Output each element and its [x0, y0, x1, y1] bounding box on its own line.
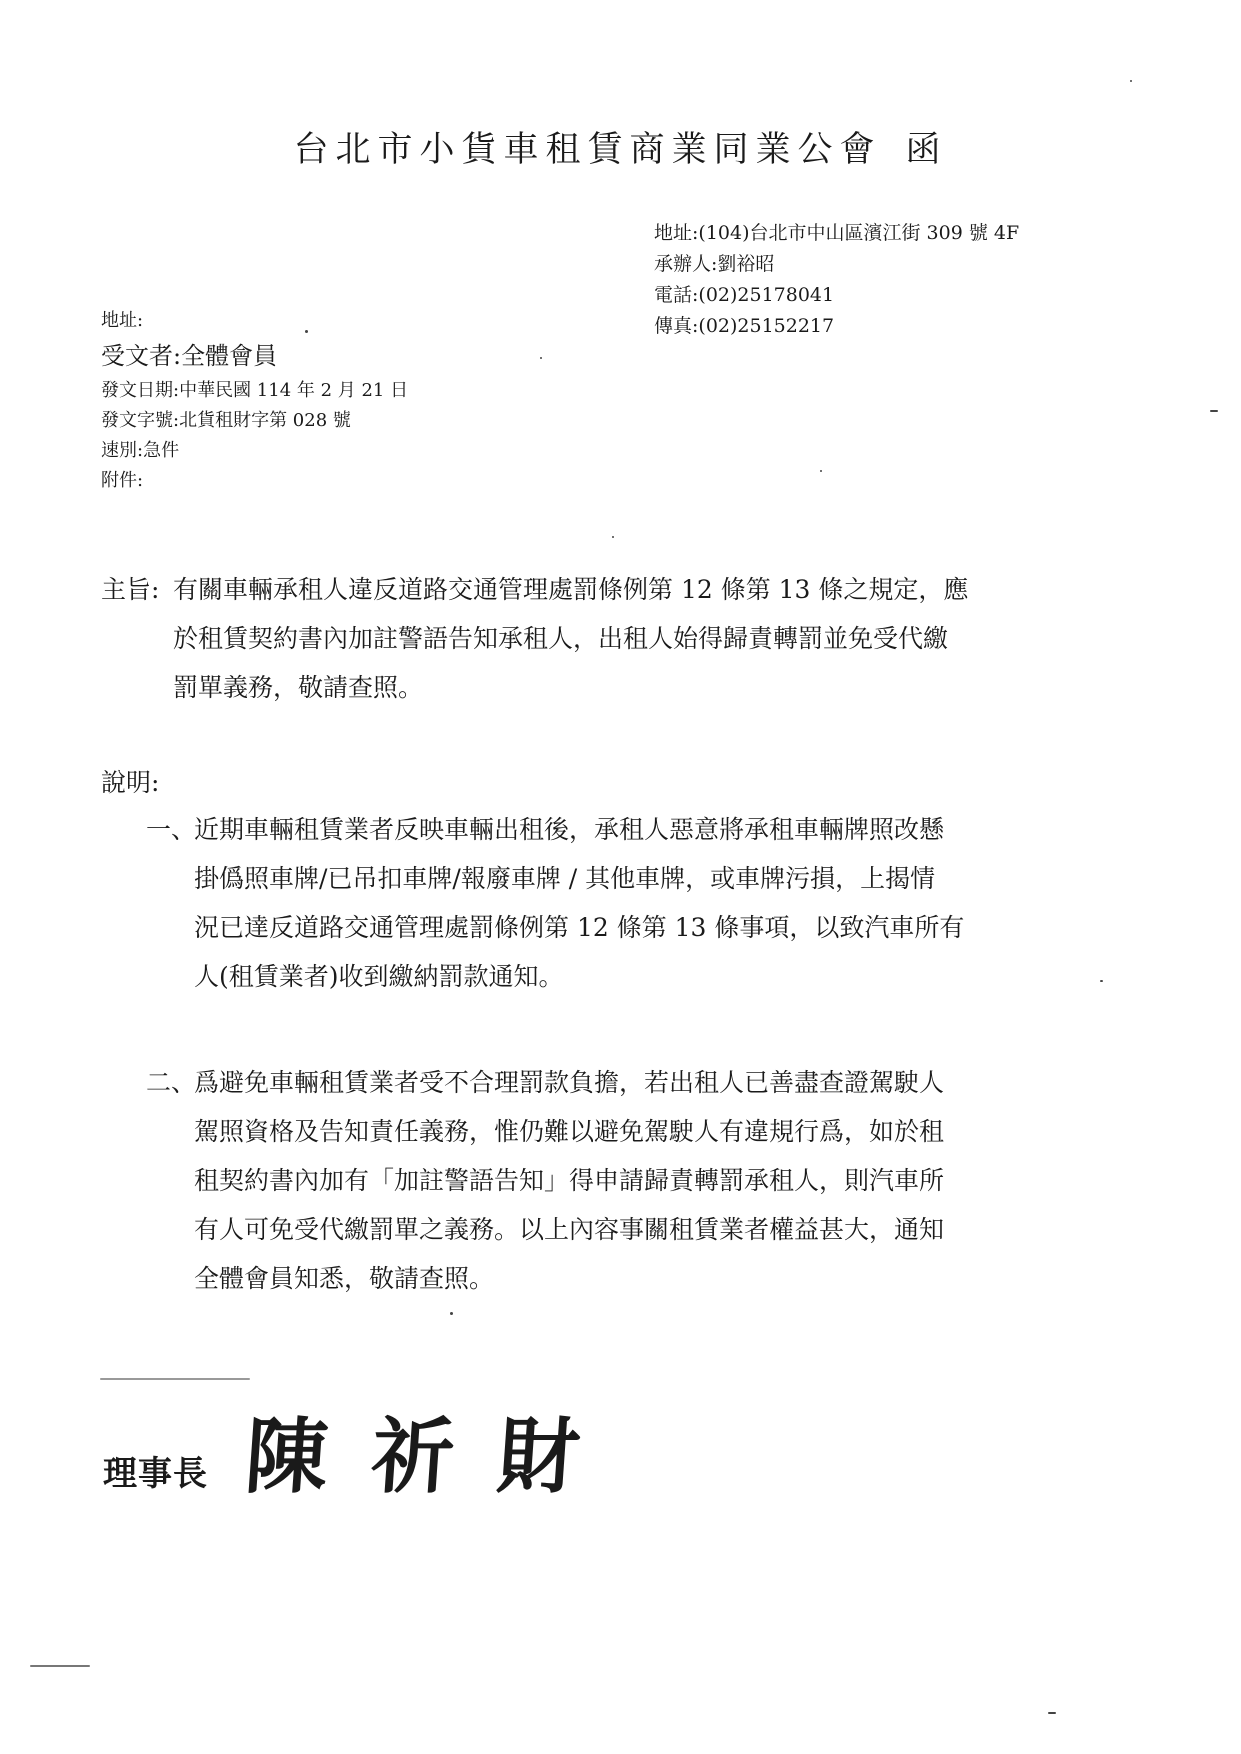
item-number: 一、 — [146, 815, 197, 844]
sender-block — [654, 218, 1019, 342]
item-number: 二、 — [146, 1068, 197, 1097]
issue-date: 發文日期:中華民國 114 年 2 月 21 日 — [101, 380, 409, 401]
reference-number: 發文字號:北貨租財字第 028 號 — [101, 410, 351, 431]
recipient-address: 地址: — [101, 310, 144, 331]
explanation-item-2 — [146, 1058, 1121, 1303]
subject-line: 罰單義務，敬請查照。 — [173, 673, 424, 702]
explanation-heading: 說明: — [101, 768, 160, 797]
scan-speck — [450, 1312, 453, 1315]
scan-speck — [100, 1378, 250, 1380]
recipient-block — [101, 306, 408, 496]
subject-label: 主旨: — [101, 575, 160, 604]
scan-speck — [820, 470, 822, 472]
item-line: 況已達反道路交通管理處罰條例第 12 條第 13 條事項，以致汽車所有 — [194, 913, 965, 942]
doc-type: 函 — [905, 130, 948, 170]
subject-line: 於租賃契約書內加註警語告知承租人，出租人始得歸責轉罰並免受代繳 — [173, 624, 949, 653]
item-line: 人(租賃業者)收到繳納罰款通知。 — [194, 962, 564, 991]
org-name: 台北市小貨車租賃商業同業公會 — [293, 130, 882, 170]
subject-line: 有關車輛承租人違反道路交通管理處罰條例第 12 條第 13 條之規定，應 — [173, 575, 969, 604]
signatory-role: 理事長 — [103, 1454, 208, 1494]
item-line: 掛僞照車牌/已吊扣車牌/報廢車牌 / 其他車牌，或車牌污損，上揭情 — [194, 864, 936, 893]
sender-fax: 傳真:(02)25152217 — [654, 315, 835, 337]
subject-section — [101, 565, 1121, 712]
scan-speck — [1100, 980, 1103, 982]
explanation-item-1 — [146, 805, 1121, 1001]
attachment: 附件: — [101, 470, 144, 491]
signatory-name: 陳祈財 — [242, 1410, 627, 1505]
item-line: 有人可免受代繳罰單之義務。以上內容事關租賃業者權益甚大，通知 — [194, 1215, 945, 1244]
sender-contact: 承辦人:劉裕昭 — [654, 253, 775, 275]
priority: 速別:急件 — [101, 440, 180, 461]
item-line: 爲避免車輛租賃業者受不合理罰款負擔，若出租人已善盡查證駕駛人 — [194, 1068, 945, 1097]
item-line: 駕照資格及告知責任義務，惟仍難以避免駕駛人有違規行爲，如於租 — [194, 1117, 945, 1146]
signature-stamp — [103, 1392, 627, 1509]
scan-speck — [612, 536, 614, 538]
item-line: 全體會員知悉，敬請查照。 — [194, 1264, 495, 1293]
sender-phone: 電話:(02)25178041 — [654, 284, 835, 306]
letter-title — [0, 122, 1241, 172]
scan-speck — [1210, 410, 1218, 412]
sender-address: 地址:(104)台北市中山區濱江街 309 號 4F — [654, 222, 1020, 244]
scan-speck — [1130, 80, 1132, 82]
item-line: 租契約書內加有「加註警語告知」得申請歸責轉罰承租人，則汽車所 — [194, 1166, 945, 1195]
scan-speck — [305, 330, 308, 333]
scan-speck — [1048, 1712, 1056, 1714]
scan-speck — [30, 1665, 90, 1667]
item-line: 近期車輛租賃業者反映車輛出租後，承租人惡意將承租車輛牌照改懸 — [194, 815, 945, 844]
recipient-to: 受文者:全體會員 — [101, 342, 278, 370]
scan-speck — [540, 357, 542, 359]
